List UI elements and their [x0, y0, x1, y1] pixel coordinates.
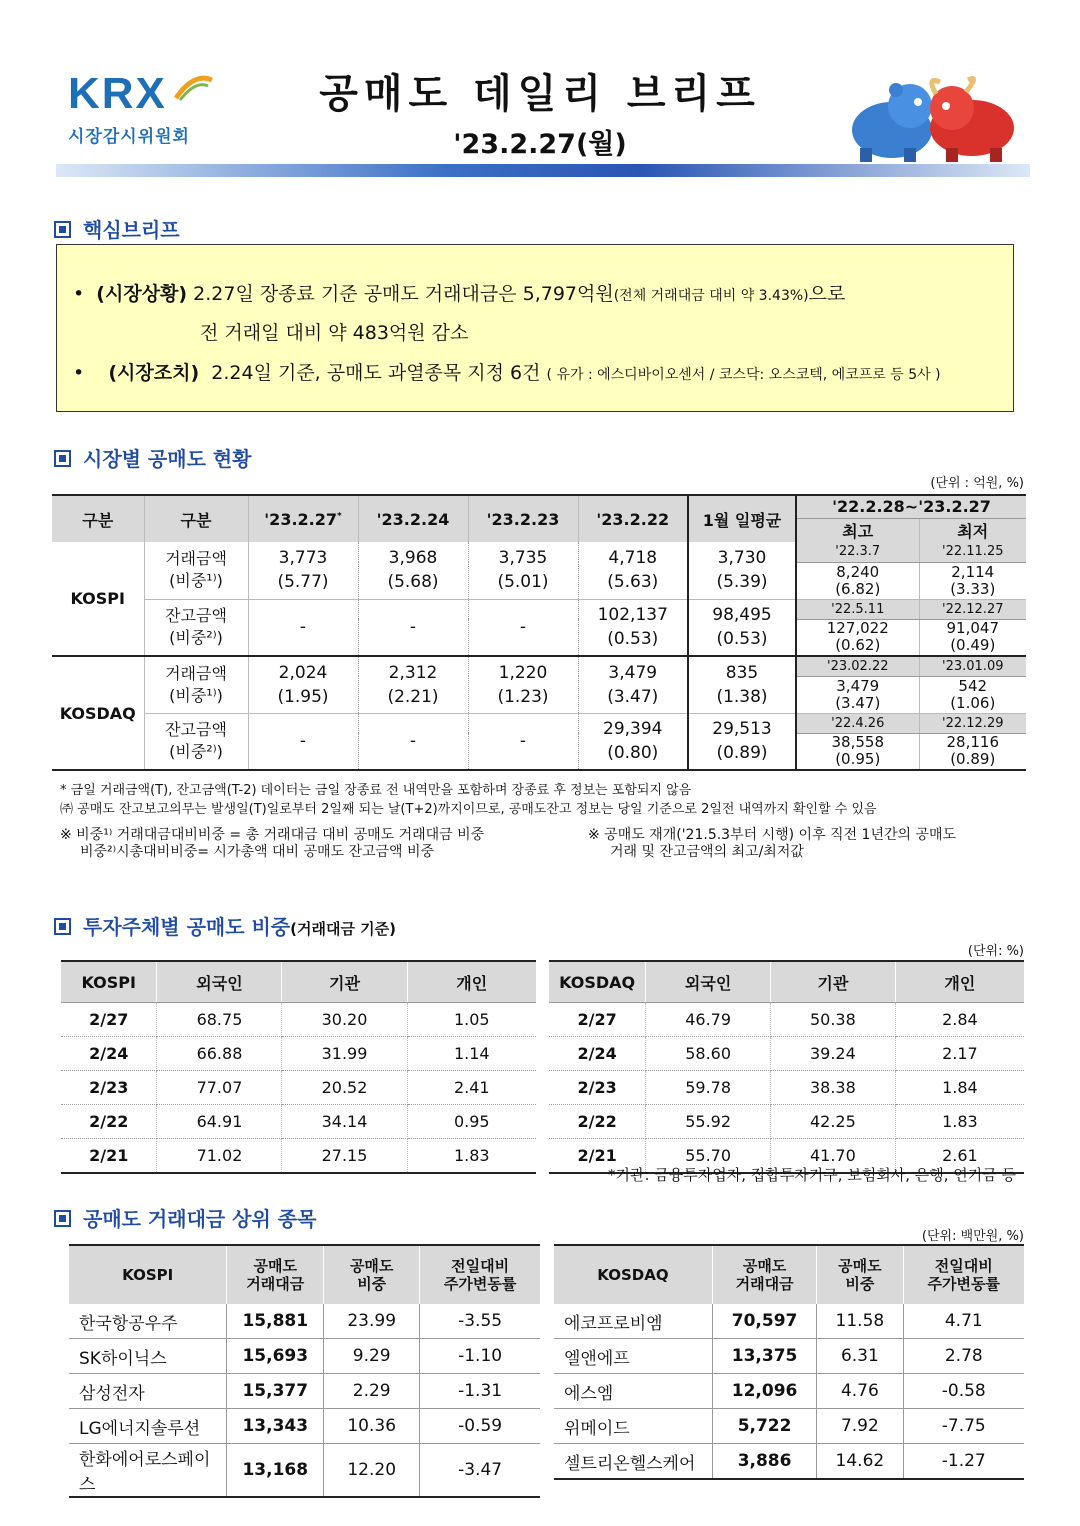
value-cell: 1.84: [895, 1071, 1024, 1105]
top-kospi-table: [69, 1244, 540, 1498]
row-date: 2/24: [61, 1037, 157, 1071]
value-cell: 10.36: [324, 1409, 420, 1444]
investor-kospi-table: [61, 960, 536, 1174]
market-name-kosdaq: KOSDAQ: [52, 656, 144, 770]
value-cell: 1.83: [895, 1105, 1024, 1139]
table-row: [61, 1003, 536, 1037]
section-title-market: 시장별 공매도 현황: [54, 443, 252, 472]
value-cell: 13,343: [227, 1409, 324, 1444]
square-bullet-icon: [54, 918, 71, 935]
header-row: [554, 1245, 1024, 1304]
row-date: 2/21: [61, 1139, 157, 1174]
row-date: 2/22: [61, 1105, 157, 1139]
col-header-max: 최고: [796, 518, 919, 542]
value-cell: 2.61: [895, 1139, 1024, 1174]
value-cell: -: [468, 599, 578, 656]
section-title-investor: 투자주체별 공매도 비중(거래대금 기준): [54, 911, 396, 940]
value-cell: 68.75: [157, 1003, 282, 1037]
value-cell: 13,375: [712, 1339, 816, 1374]
value-cell: 71.02: [157, 1139, 282, 1174]
value-cell: -: [248, 599, 358, 656]
stock-name: 위메이드: [554, 1409, 712, 1444]
column-header: 공매도 거래대금: [227, 1245, 324, 1304]
min-value: 2,114 (3.33): [950, 562, 996, 598]
value-cell: 34.14: [282, 1105, 407, 1139]
table-row: [69, 1374, 540, 1409]
stock-name: 에스엠: [554, 1374, 712, 1409]
value-cell: 6.31: [817, 1339, 903, 1374]
investor-note: *기관: 금융투자업자, 집합투자기구, 보험회사, 은행, 연기금 등: [608, 1166, 1016, 1184]
table-row: [69, 1444, 540, 1498]
min-value: 28,116 (0.89): [946, 733, 999, 769]
table-row: [549, 1071, 1024, 1105]
col-header-date-2: '23.2.24: [358, 495, 468, 542]
page-title: 공매도 데일리 브리프: [319, 71, 761, 117]
value-cell: 13,168: [227, 1444, 324, 1498]
col-header-date-1: '23.2.27*: [248, 495, 358, 542]
header-row: [549, 961, 1024, 1003]
value-cell: 2.29: [324, 1374, 420, 1409]
value-cell: 12,096: [712, 1374, 816, 1409]
square-bullet-icon: [54, 221, 71, 238]
value-cell: 7.92: [817, 1409, 903, 1444]
value-cell: 59.78: [646, 1071, 771, 1105]
value-cell: -1.10: [420, 1339, 540, 1374]
value-cell: 55.70: [646, 1139, 771, 1174]
header-row: [69, 1245, 540, 1304]
table-row: [52, 656, 1026, 676]
row-label: 거래금액 (비중¹⁾): [144, 542, 248, 599]
row-date: 2/27: [61, 1003, 157, 1037]
table-row: [69, 1339, 540, 1374]
stock-name: 에코프로비엠: [554, 1304, 712, 1339]
value-cell: -: [468, 713, 578, 770]
max-value: 3,479 (3.47): [796, 676, 919, 713]
value-cell: 3,735 (5.01): [468, 542, 578, 599]
min-date: '22.11.25: [919, 542, 1026, 562]
row-label: 거래금액 (비중¹⁾): [144, 656, 248, 713]
value-cell: 3,479 (3.47): [578, 656, 688, 713]
note-4b: 거래 및 잔고금액의 최고/최저값: [610, 844, 804, 860]
value-cell: 30.20: [282, 1003, 407, 1037]
investor-kosdaq-table: [549, 960, 1024, 1174]
col-header-min: 최저: [919, 518, 1026, 542]
value-cell: -: [358, 713, 468, 770]
report-date: '23.2.27(월): [453, 129, 627, 160]
value-cell: 55.92: [646, 1105, 771, 1139]
brief-line-3: • (시장조치) 2.24일 기준, 공매도 과열종목 지정 6건 ( 유가 : 에스디바이오센서 / 코스닥: 오스코텍, 에코프로 등 5사 ): [73, 362, 941, 384]
table-row: [52, 599, 1026, 619]
table-row: [69, 1409, 540, 1444]
min-date: '23.01.09: [919, 656, 1026, 676]
col-header-date-4: '23.2.22: [578, 495, 688, 542]
value-cell: -7.75: [903, 1409, 1024, 1444]
column-header: 외국인: [646, 961, 771, 1003]
max-value: 8,240 (6.82): [796, 562, 919, 599]
table-row: [61, 1105, 536, 1139]
table-row: [52, 542, 1026, 562]
value-cell: 2.78: [903, 1339, 1024, 1374]
row-date: 2/22: [549, 1105, 646, 1139]
col-header-subcategory: 구분: [144, 495, 248, 542]
note-4a: ※ 공매도 재개('21.5.3부터 시행) 이후 직전 1년간의 공매도: [588, 827, 957, 843]
column-header: KOSPI: [61, 961, 157, 1003]
value-cell: 4.76: [817, 1374, 903, 1409]
table-row: [549, 1105, 1024, 1139]
logo-text: KRX: [68, 69, 167, 118]
value-cell: 2.84: [895, 1003, 1024, 1037]
row-date: 2/24: [549, 1037, 646, 1071]
value-cell: 98,495 (0.53): [688, 599, 796, 656]
value-cell: 4.71: [903, 1304, 1024, 1339]
section-title-brief: 핵심브리프: [54, 214, 180, 243]
column-header: 전일대비 주가변동률: [903, 1245, 1024, 1304]
table-row: [554, 1444, 1024, 1480]
column-header: KOSDAQ: [549, 961, 646, 1003]
stock-name: SK하이닉스: [69, 1339, 227, 1374]
value-cell: 64.91: [157, 1105, 282, 1139]
min-date: '22.12.27: [919, 599, 1026, 619]
note-1: * 금일 거래금액(T), 잔고금액(T-2) 데이터는 금일 장종료 전 내역만을 포함하며 장종료 후 정보는 포함되지 않음: [60, 783, 692, 798]
value-cell: 3,730 (5.39): [688, 542, 796, 599]
value-cell: 11.58: [817, 1304, 903, 1339]
max-date: '23.02.22: [796, 656, 919, 676]
market-name-kospi: KOSPI: [52, 542, 144, 656]
value-cell: -0.59: [420, 1409, 540, 1444]
column-header: 공매도 비중: [817, 1245, 903, 1304]
column-header: 공매도 거래대금: [712, 1245, 816, 1304]
value-cell: 39.24: [771, 1037, 896, 1071]
market-table: [52, 494, 1026, 771]
value-cell: 27.15: [282, 1139, 407, 1174]
stock-name: 한화에어로스페이스: [69, 1444, 227, 1498]
value-cell: -3.47: [420, 1444, 540, 1498]
table-row: [549, 1037, 1024, 1071]
min-value: 542 (1.06): [950, 676, 996, 712]
value-cell: 2.17: [895, 1037, 1024, 1071]
column-header: 기관: [771, 961, 896, 1003]
value-cell: 29,394 (0.80): [578, 713, 688, 770]
value-cell: 12.20: [324, 1444, 420, 1498]
column-header: KOSPI: [69, 1245, 227, 1304]
stock-name: LG에너지솔루션: [69, 1409, 227, 1444]
row-label: 잔고금액 (비중²⁾): [144, 599, 248, 656]
table-row: [554, 1374, 1024, 1409]
max-date: '22.4.26: [796, 713, 919, 733]
stock-name: 셀트리온헬스케어: [554, 1444, 712, 1480]
value-cell: 3,968 (5.68): [358, 542, 468, 599]
org-name: 시장감시위원회: [68, 127, 190, 147]
row-date: 2/23: [549, 1071, 646, 1105]
value-cell: 20.52: [282, 1071, 407, 1105]
value-cell: 9.29: [324, 1339, 420, 1374]
value-cell: 15,377: [227, 1374, 324, 1409]
value-cell: 66.88: [157, 1037, 282, 1071]
table-row: [554, 1409, 1024, 1444]
value-cell: 58.60: [646, 1037, 771, 1071]
value-cell: 2.41: [407, 1071, 536, 1105]
header-divider: [56, 164, 1030, 177]
col-header-range: '22.2.28~'23.2.27: [796, 495, 1026, 518]
table-row: [69, 1304, 540, 1339]
value-cell: -3.55: [420, 1304, 540, 1339]
column-header: 전일대비 주가변동률: [420, 1245, 540, 1304]
value-cell: -: [248, 713, 358, 770]
column-header: 외국인: [157, 961, 282, 1003]
value-cell: 1.83: [407, 1139, 536, 1174]
stock-name: 삼성전자: [69, 1374, 227, 1409]
brief-box: [56, 244, 1014, 412]
top-unit: (단위: 백만원, %): [921, 1229, 1024, 1244]
value-cell: 4,718 (5.63): [578, 542, 688, 599]
value-cell: 41.70: [771, 1139, 896, 1174]
max-date: '22.3.7: [796, 542, 919, 562]
row-date: 2/21: [549, 1139, 646, 1174]
square-bullet-icon: [54, 1210, 71, 1227]
value-cell: 0.95: [407, 1105, 536, 1139]
row-date: 2/27: [549, 1003, 646, 1037]
value-cell: 23.99: [324, 1304, 420, 1339]
table-row: [61, 1071, 536, 1105]
value-cell: 46.79: [646, 1003, 771, 1037]
col-header-avg: 1월 일평균: [688, 495, 796, 542]
column-header: 개인: [895, 961, 1024, 1003]
column-header: 개인: [407, 961, 536, 1003]
max-date: '22.5.11: [796, 599, 919, 619]
note-3a: ※ 비중¹⁾ 거래대금대비비중 = 총 거래대금 대비 공매도 거래대금 비중: [60, 827, 485, 843]
bull-bear-mascot-icon: [840, 72, 1025, 164]
note-3b: 비중²⁾시총대비비중= 시가총액 대비 공매도 잔고금액 비중: [80, 844, 435, 860]
value-cell: 14.62: [817, 1444, 903, 1480]
value-cell: 3,886: [712, 1444, 816, 1480]
value-cell: -1.31: [420, 1374, 540, 1409]
value-cell: 38.38: [771, 1071, 896, 1105]
value-cell: 77.07: [157, 1071, 282, 1105]
investor-unit: (단위: %): [967, 944, 1024, 959]
column-header: 기관: [282, 961, 407, 1003]
value-cell: 29,513 (0.89): [688, 713, 796, 770]
value-cell: -1.27: [903, 1444, 1024, 1480]
table-row: [61, 1139, 536, 1174]
value-cell: 1.05: [407, 1003, 536, 1037]
row-date: 2/23: [61, 1071, 157, 1105]
table-row: [554, 1304, 1024, 1339]
value-cell: 15,693: [227, 1339, 324, 1374]
value-cell: 15,881: [227, 1304, 324, 1339]
row-label: 잔고금액 (비중²⁾): [144, 713, 248, 770]
column-header: 공매도 비중: [324, 1245, 420, 1304]
value-cell: 1.14: [407, 1037, 536, 1071]
brief-line-2: 전 거래일 대비 약 483억원 감소: [200, 322, 469, 344]
top-kosdaq-table: [554, 1244, 1024, 1480]
value-cell: 31.99: [282, 1037, 407, 1071]
value-cell: 2,312 (2.21): [358, 656, 468, 713]
value-cell: 5,722: [712, 1409, 816, 1444]
column-header: KOSDAQ: [554, 1245, 712, 1304]
min-value: 91,047 (0.49): [946, 619, 999, 655]
stock-name: 한국항공우주: [69, 1304, 227, 1339]
square-bullet-icon: [54, 450, 71, 467]
col-header-date-3: '23.2.23: [468, 495, 578, 542]
value-cell: 2,024 (1.95): [248, 656, 358, 713]
note-2: ㈜ 공매도 잔고보고의무는 발생일(T)일로부터 2일째 되는 날(T+2)까지이므로, 공매도잔고 정보는 당일 기준으로 2일전 내역까지 확인할 수 있음: [60, 802, 877, 817]
table-row: [52, 713, 1026, 733]
table-row: [549, 1003, 1024, 1037]
table-row: [61, 1037, 536, 1071]
value-cell: -0.58: [903, 1374, 1024, 1409]
table-row: [554, 1339, 1024, 1374]
section-title-top: 공매도 거래대금 상위 종목: [54, 1203, 316, 1232]
header-row: [61, 961, 536, 1003]
market-unit: (단위 : 억원, %): [930, 476, 1024, 491]
value-cell: 1,220 (1.23): [468, 656, 578, 713]
value-cell: 3,773 (5.77): [248, 542, 358, 599]
max-value: 127,022 (0.62): [796, 619, 919, 656]
value-cell: 835 (1.38): [688, 656, 796, 713]
col-header-category: 구분: [52, 495, 144, 542]
min-date: '22.12.29: [919, 713, 1026, 733]
stock-name: 엘앤에프: [554, 1339, 712, 1374]
max-value: 38,558 (0.95): [796, 733, 919, 770]
value-cell: 50.38: [771, 1003, 896, 1037]
brief-line-1: • (시장상황) 2.27일 장종료 기준 공매도 거래대금은 5,797억원(전체 거래대금 대비 약 3.43%)으로: [73, 283, 846, 305]
value-cell: 42.25: [771, 1105, 896, 1139]
value-cell: 102,137 (0.53): [578, 599, 688, 656]
value-cell: 70,597: [712, 1304, 816, 1339]
value-cell: -: [358, 599, 468, 656]
